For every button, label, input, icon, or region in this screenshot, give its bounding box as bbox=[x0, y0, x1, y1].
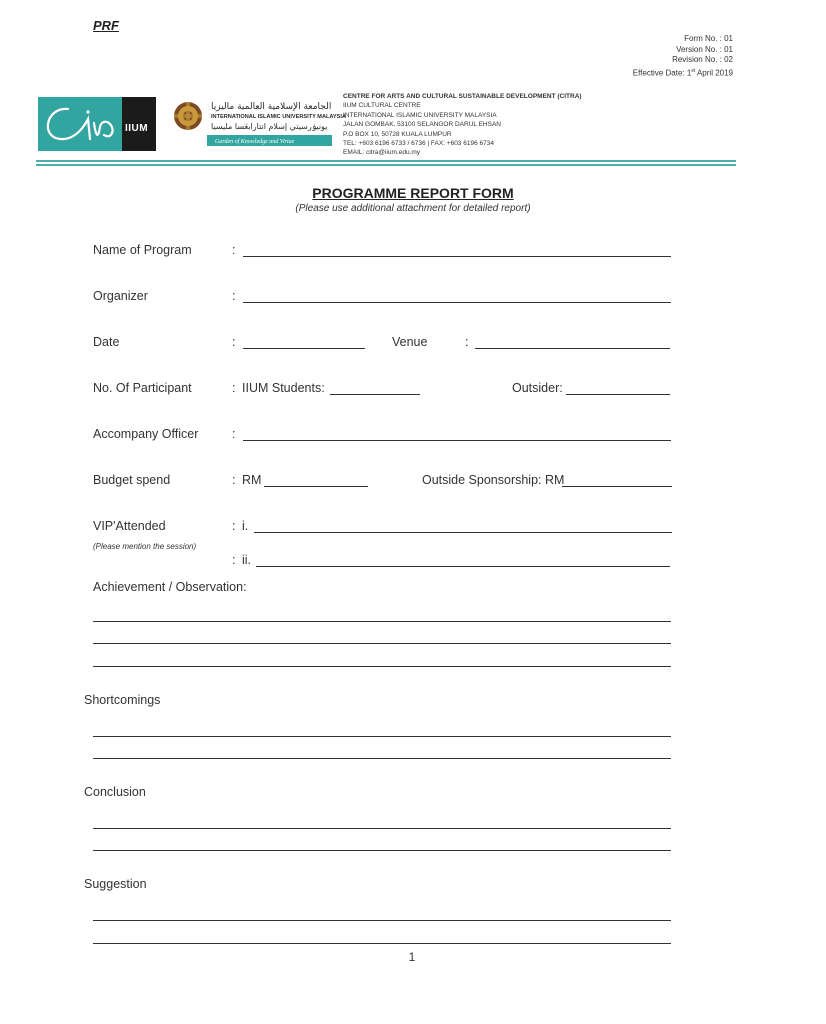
colon: : bbox=[232, 427, 236, 441]
vip-ii-label: ii. bbox=[242, 553, 252, 567]
colon: : bbox=[232, 519, 236, 533]
effective-date-sup: st bbox=[691, 67, 696, 74]
address-line: INTERNATIONAL ISLAMIC UNIVERSITY MALAYSIA bbox=[343, 111, 497, 119]
version-number: Version No. : 01 bbox=[676, 44, 733, 54]
suggestion-line[interactable] bbox=[93, 920, 671, 921]
outsider-label: Outsider: bbox=[512, 381, 563, 395]
address-line: JALAN GOMBAK, 53100 SELANGOR DARUL EHSAN bbox=[343, 121, 501, 129]
colon: : bbox=[232, 473, 236, 487]
organizer-field[interactable] bbox=[243, 302, 671, 303]
suggestion-label: Suggestion bbox=[84, 877, 147, 891]
achievement-line[interactable] bbox=[93, 621, 671, 622]
centre-name: CENTRE FOR ARTS AND CULTURAL SUSTAINABLE DEVELOPMENT (CITRA) bbox=[343, 93, 582, 100]
colon: : bbox=[232, 335, 236, 349]
no-of-participant-label: No. Of Participant bbox=[93, 381, 192, 395]
outsider-field[interactable] bbox=[566, 394, 670, 395]
address-line: IIUM CULTURAL CENTRE bbox=[343, 102, 421, 110]
date-field[interactable] bbox=[243, 348, 365, 349]
effective-date bbox=[633, 66, 733, 79]
header-rule-top bbox=[36, 160, 736, 162]
citra-logo bbox=[38, 97, 156, 151]
university-emblem-icon bbox=[167, 97, 346, 151]
venue-label: Venue bbox=[392, 335, 428, 349]
form-number: Form No. : 01 bbox=[684, 34, 733, 43]
iium-block bbox=[122, 97, 156, 151]
effective-date-prefix: Effective Date: 1 bbox=[632, 68, 692, 78]
vip-i-field[interactable] bbox=[254, 532, 672, 533]
form-meta bbox=[633, 34, 733, 79]
page-subtitle: (Please use additional attachment for detailed report) bbox=[295, 203, 531, 214]
colon: : bbox=[465, 335, 469, 349]
svg-text:يونيۏرسيتي إسلام انتارابڠسا مل: يونيۏرسيتي إسلام انتارابڠسا مليسيا bbox=[211, 122, 328, 131]
achievement-line[interactable] bbox=[93, 643, 671, 644]
conclusion-line[interactable] bbox=[93, 828, 671, 829]
page-title: PROGRAMME REPORT FORM bbox=[312, 185, 514, 201]
date-label: Date bbox=[93, 335, 120, 349]
vip-note: (Please mention the session) bbox=[93, 542, 197, 551]
outside-sponsorship-label: Outside Sponsorship: RM bbox=[422, 473, 565, 487]
conclusion-line[interactable] bbox=[93, 850, 671, 851]
name-of-program-field[interactable] bbox=[243, 256, 671, 257]
revision-number: Revision No. : 02 bbox=[672, 55, 733, 64]
colon: : bbox=[232, 553, 236, 567]
budget-spend-label: Budget spend bbox=[93, 473, 171, 487]
address-line: P.O BOX 10, 50728 KUALA LUMPUR bbox=[343, 130, 452, 138]
iium-students-field[interactable] bbox=[330, 394, 420, 395]
outside-sponsorship-field[interactable] bbox=[562, 486, 672, 487]
citra-script-icon bbox=[38, 97, 122, 151]
iium-students-label: IIUM Students: bbox=[242, 381, 325, 395]
page-number: 1 bbox=[408, 950, 416, 964]
accompany-officer-field[interactable] bbox=[243, 440, 671, 441]
vip-attended-label: VIP'Attended bbox=[93, 519, 166, 533]
svg-text:Garden of Knowledge and Virtue: Garden of Knowledge and Virtue bbox=[215, 139, 295, 145]
effective-date-suffix: April 2019 bbox=[695, 68, 733, 78]
accompany-officer-label: Accompany Officer bbox=[93, 427, 199, 441]
name-of-program-label: Name of Program bbox=[93, 243, 192, 257]
centre-address bbox=[343, 92, 582, 158]
form-code: PRF bbox=[93, 18, 119, 33]
email-line: EMAIL: citra@iium.edu.my bbox=[343, 149, 421, 157]
vip-i-label: i. bbox=[242, 519, 249, 533]
iium-logo-text: IIUM bbox=[125, 123, 149, 134]
colon: : bbox=[232, 289, 236, 303]
colon: : bbox=[232, 243, 236, 257]
budget-spend-field[interactable] bbox=[264, 486, 368, 487]
organizer-label: Organizer bbox=[93, 289, 148, 303]
suggestion-line[interactable] bbox=[93, 943, 671, 944]
conclusion-label: Conclusion bbox=[84, 785, 146, 799]
header-rule-bottom bbox=[36, 164, 736, 166]
shortcomings-label: Shortcomings bbox=[84, 693, 161, 707]
colon: : bbox=[232, 381, 236, 395]
rm-label: RM bbox=[242, 473, 262, 487]
shortcomings-line[interactable] bbox=[93, 758, 671, 759]
achievement-line[interactable] bbox=[93, 666, 671, 667]
university-logo bbox=[167, 97, 346, 151]
svg-text:الجامعة الإسلامية العالمية مال: الجامعة الإسلامية العالمية ماليزيا bbox=[211, 102, 332, 112]
shortcomings-line[interactable] bbox=[93, 736, 671, 737]
achievement-label: Achievement / Observation: bbox=[93, 580, 247, 594]
contact-line: TEL: +603 6196 6733 / 6736 | FAX: +603 6196 6734 bbox=[343, 140, 494, 148]
venue-field[interactable] bbox=[475, 348, 670, 349]
svg-text:INTERNATIONAL ISLAMIC UNIVERSI: INTERNATIONAL ISLAMIC UNIVERSITY MALAYSIA bbox=[211, 114, 346, 120]
vip-ii-field[interactable] bbox=[256, 566, 670, 567]
